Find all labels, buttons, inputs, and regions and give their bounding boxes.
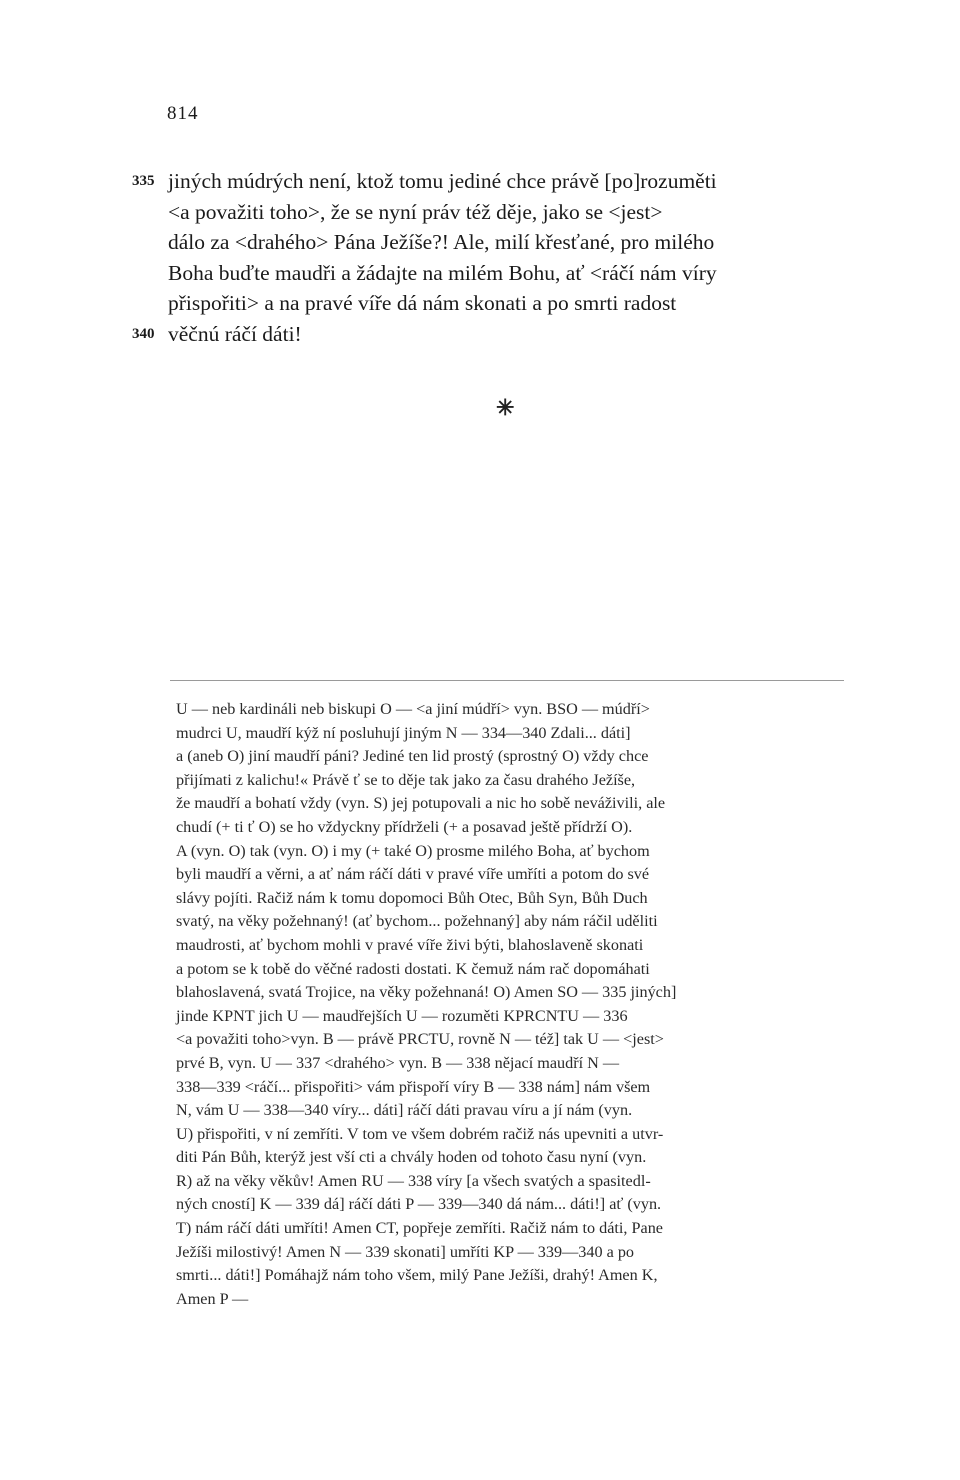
page-number: 814: [167, 103, 199, 124]
main-text: [132, 166, 852, 350]
note-line: že maudří a bohatí vždy (vyn. S) jej potupovali a nic ho sobě neváživili, ale: [176, 794, 666, 813]
note-line: ných cností] K — 339 dá] ráčí dáti P — 339—340 dá nám... dáti!] ať (vyn.: [176, 1195, 662, 1214]
text-line: [132, 166, 852, 197]
note-line: přijímati z kalichu!« Právě ť se to děje tak jako za času drahého Ježíše,: [176, 770, 636, 789]
line-number: 335: [132, 173, 155, 189]
note-line: A (vyn. O) tak (vyn. O) i my (+ také O) prosme milého Boha, ať bychom: [176, 841, 650, 860]
footnote-rule: [170, 680, 844, 681]
line-text: přispořiti> a na pravé víře dá nám skonati a po smrti radost: [168, 291, 677, 316]
note-line: R) až na věky věkův! Amen RU — 338 víry [a všech svatých a spasitedl-: [176, 1171, 651, 1190]
text-line: [132, 288, 852, 319]
note-line: maudrosti, ať bychom mohli v pravé víře živi býti, blahoslaveně skonati: [176, 935, 644, 954]
note-line: U) přispořiti, v ní zemříti. V tom ve všem dobrém račiž nás upevniti a utvr-: [176, 1124, 664, 1143]
note-line: byli maudří a věrni, a ať nám ráčí dáti v pravé víře umříti a potom do své: [176, 865, 650, 884]
note-line: diti Pán Bůh, kterýž jest vší cti a chvály hoden od tohoto času nyní (vyn.: [176, 1148, 647, 1167]
line-text: jiných múdrých není, ktož tomu jediné chce právě [po]rozuměti: [168, 169, 717, 193]
text-line: [132, 227, 852, 258]
line-number: 340: [132, 325, 155, 342]
line-text: dálo za <drahého> Pána Ježíše?! Ale, milí křesťané, pro milého: [168, 230, 715, 255]
note-line: jinde KPNT jich U — maudřejších U — rozuměti KPRCNTU — 336: [176, 1006, 628, 1025]
critical-apparatus: [176, 698, 852, 1311]
note-line: Amen P —: [176, 1289, 249, 1308]
note-line: prvé B, vyn. U — 337 <drahého> vyn. B — 338 nějací maudří N —: [176, 1053, 620, 1072]
line-text: <a považiti toho>, že se nyní práv též děje, jako se <jest>: [168, 199, 663, 224]
note-line: a potom se k tobě do věčné radosti dostati. K čemuž nám rač dopomáhati: [176, 959, 650, 978]
text-line: [132, 319, 852, 350]
note-line: mudrci U, maudří kýž ní posluhují jiným N — 334—340 Zdali... dáti]: [176, 723, 631, 742]
line-text: Boha buďte maudři a žádajte na milém Bohu, ať <ráčí nám víry: [168, 260, 717, 285]
note-line: svatý, na věky požehnaný! (ať bychom... požehnaný] aby nám ráčil uděliti: [176, 912, 658, 931]
text-line: [132, 197, 852, 228]
note-line: blahoslavená, svatá Trojice, na věky požehnaná! O) Amen SO — 335 jiných]: [176, 983, 677, 1002]
note-line: <a považiti toho>vyn. B — právě PRCTU, rovně N — též] tak U — <jest>: [176, 1030, 664, 1049]
note-line: T) nám ráčí dáti umříti! Amen CT, popřeje zemříti. Račiž nám to dáti, Pane: [176, 1219, 663, 1238]
note-line: N, vám U — 338—340 víry... dáti] ráčí dáti pravau víru a jí nám (vyn.: [176, 1101, 633, 1120]
note-line: U — neb kardináli neb biskupi O — <a jiní múdří> vyn. BSO — múdří>: [176, 700, 650, 718]
note-line: smrti... dáti!] Pomáhajž nám toho všem, milý Pane Ježíši, drahý! Amen K,: [176, 1266, 658, 1285]
note-line: a (aneb O) jiní maudří páni? Jediné ten lid prostý (sprostný O) vždy chce: [176, 747, 649, 766]
section-separator-star: ✳: [496, 395, 515, 420]
note-line: chudí (+ ti ť O) se ho vždyckny přídrželi (+ a posavad ještě přídrží O).: [176, 817, 633, 836]
note-line: 338—339 <ráčí... přispořiti> vám přispoří víry B — 338 nám] nám všem: [176, 1077, 651, 1096]
text-line: [132, 258, 852, 289]
line-text: věčnú ráčí dáti!: [168, 321, 302, 346]
note-line: slávy pojíti. Račiž nám k tomu dopomoci Bůh Otec, Bůh Syn, Bůh Duch: [176, 888, 648, 907]
note-line: Ježíši milostivý! Amen N — 339 skonati] umříti KP — 339—340 a po: [176, 1242, 635, 1261]
